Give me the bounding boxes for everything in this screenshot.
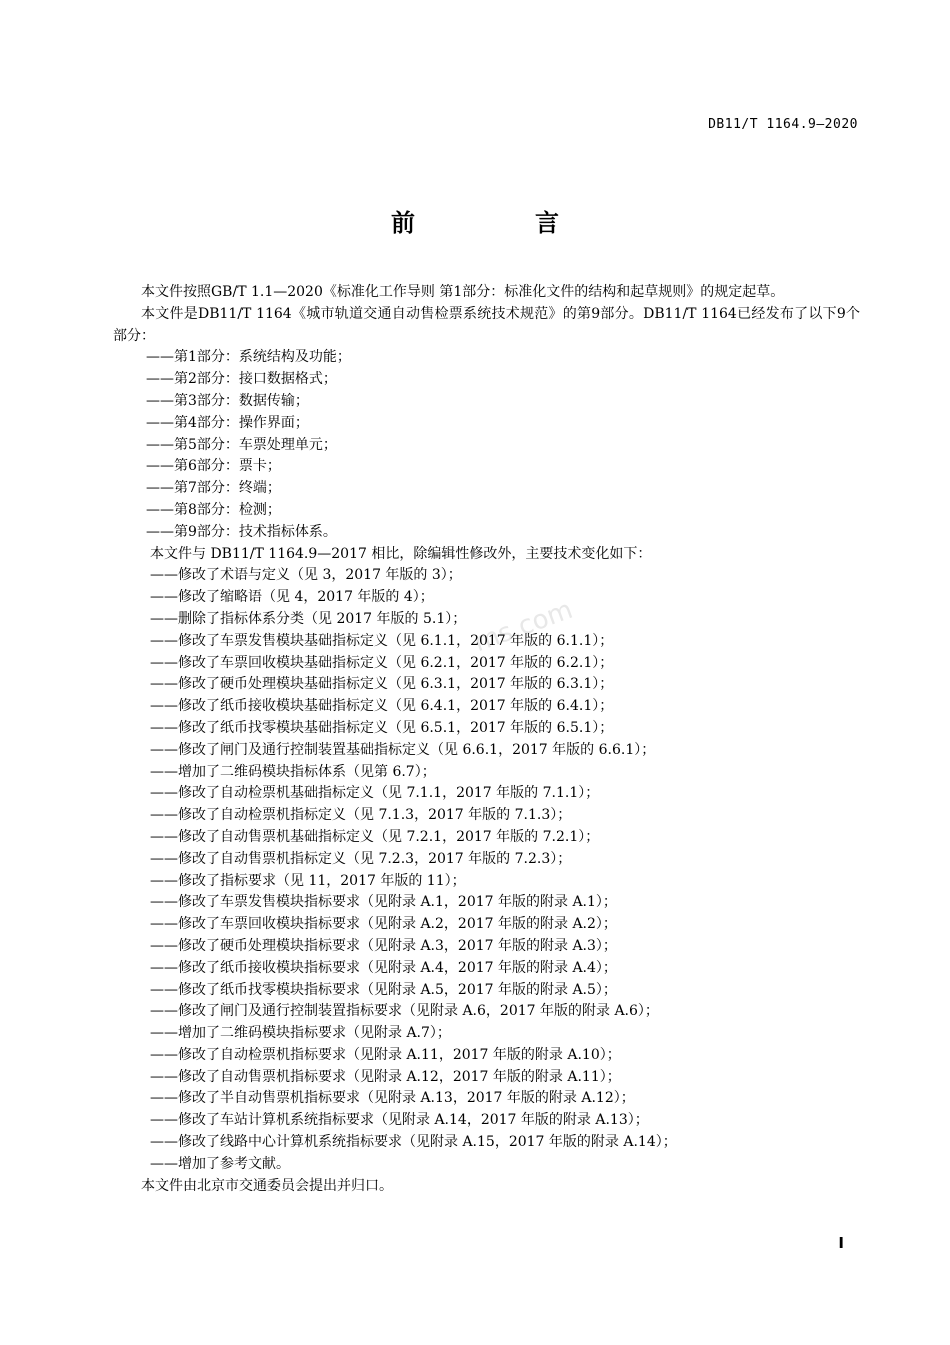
- list-item: ——删除了指标体系分类（见 2017 年版的 5.1）；: [150, 610, 467, 627]
- list-item: ——修改了车票回收模块指标要求（见附录 A.2，2017 年版的附录 A.2）；: [150, 916, 617, 933]
- list-item: ——修改了纸币找零模块基础指标定义（见 6.5.1，2017 年版的 6.5.1）；: [150, 719, 614, 736]
- list-item: ——修改了指标要求（见 11，2017 年版的 11）；: [150, 872, 466, 889]
- list-item: ——第2部分：接口数据格式；: [146, 371, 337, 388]
- list-item: ——修改了半自动售票机指标要求（见附录 A.13，2017 年版的附录 A.12）；: [150, 1090, 635, 1107]
- list-item: ——增加了二维码模块指标要求（见附录 A.7）；: [150, 1025, 451, 1042]
- list-item: ——修改了自动售票机基础指标定义（见 7.2.1，2017 年版的 7.2.1）；: [150, 828, 600, 845]
- list-item: ——增加了参考文献。: [150, 1155, 290, 1172]
- list-item: ——第9部分：技术指标体系。: [146, 523, 337, 540]
- document-id: DB11/T 1164.9—2020: [708, 117, 858, 132]
- list-item: ——修改了自动检票机基础指标定义（见 7.1.1，2017 年版的 7.1.1）；: [150, 785, 600, 802]
- list-item: ——修改了闸门及通行控制装置指标要求（见附录 A.6，2017 年版的附录 A.6）；: [150, 1003, 659, 1020]
- page-title: 前 言: [391, 209, 607, 237]
- list-item: ——第1部分：系统结构及功能；: [146, 349, 351, 366]
- list-item: ——修改了自动检票机指标要求（见附录 A.11，2017 年版的附录 A.10）；: [150, 1046, 621, 1063]
- list-item: ——修改了自动检票机指标定义（见 7.1.3，2017 年版的 7.1.3）；: [150, 807, 572, 824]
- list-item: ——修改了线路中心计算机系统指标要求（见附录 A.15，2017 年版的附录 A.14）；: [150, 1134, 677, 1151]
- list-item: ——修改了车站计算机系统指标要求（见附录 A.14，2017 年版的附录 A.13）；: [150, 1112, 649, 1129]
- list-item: ——第7部分：终端；: [146, 480, 281, 497]
- list-item: ——修改了纸币找零模块指标要求（见附录 A.5，2017 年版的附录 A.5）；: [150, 981, 617, 998]
- list-item: ——修改了硬币处理模块指标要求（见附录 A.3，2017 年版的附录 A.3）；: [150, 937, 617, 954]
- list-item: ——修改了缩略语（见 4，2017 年版的 4）；: [150, 589, 434, 606]
- list-item: ——修改了纸币接收模块基础指标定义（见 6.4.1，2017 年版的 6.4.1）；: [150, 698, 614, 715]
- list-item: ——修改了车票回收模块基础指标定义（见 6.2.1，2017 年版的 6.2.1）；: [150, 654, 614, 671]
- list-item: ——修改了纸币接收模块指标要求（见附录 A.4，2017 年版的附录 A.4）；: [150, 959, 617, 976]
- intro-paragraph: 本文件按照GB/T 1.1—2020《标准化工作导则 第1部分：标准化文件的结构和起草规则》的规定起草。: [141, 284, 785, 300]
- page-number: I: [838, 1234, 844, 1252]
- changes-intro: 本文件与 DB11/T 1164.9—2017 相比，除编辑性修改外，主要技术变化如下：: [150, 545, 652, 562]
- list-item: ——修改了闸门及通行控制装置基础指标定义（见 6.6.1，2017 年版的 6.6.1）；: [150, 741, 656, 758]
- list-item: ——修改了自动售票机指标定义（见 7.2.3，2017 年版的 7.2.3）；: [150, 850, 572, 867]
- intro-paragraph: 本文件是DB11/T 1164《城市轨道交通自动售检票系统技术规范》的第9部分。DB11/T 1164已经发布了以下9个部分：: [113, 305, 860, 344]
- list-item: ——第6部分：票卡；: [146, 458, 281, 475]
- list-item: ——第8部分：检测；: [146, 501, 281, 518]
- list-item: ——修改了车票发售模块指标要求（见附录 A.1，2017 年版的附录 A.1）；: [150, 894, 617, 911]
- foreword-body: [113, 282, 860, 1197]
- changes-list: [113, 565, 860, 1175]
- list-item: ——第3部分：数据传输；: [146, 392, 309, 409]
- list-item: ——修改了术语与定义（见 3，2017 年版的 3）；: [150, 567, 462, 584]
- closing-paragraph: 本文件由北京市交通委员会提出并归口。: [141, 1177, 393, 1194]
- list-item: ——增加了二维码模块指标体系（见第 6.7）；: [150, 763, 436, 780]
- list-item: ——第5部分：车票处理单元；: [146, 436, 337, 453]
- list-item: ——修改了车票发售模块基础指标定义（见 6.1.1，2017 年版的 6.1.1）；: [150, 632, 614, 649]
- list-item: ——修改了硬币处理模块基础指标定义（见 6.3.1，2017 年版的 6.3.1）；: [150, 676, 614, 693]
- list-item: ——第4部分：操作界面；: [146, 414, 309, 431]
- parts-list: [113, 347, 860, 543]
- list-item: ——修改了自动售票机指标要求（见附录 A.12，2017 年版的附录 A.11）；: [150, 1068, 621, 1085]
- watermark: ms.com: [470, 594, 577, 659]
